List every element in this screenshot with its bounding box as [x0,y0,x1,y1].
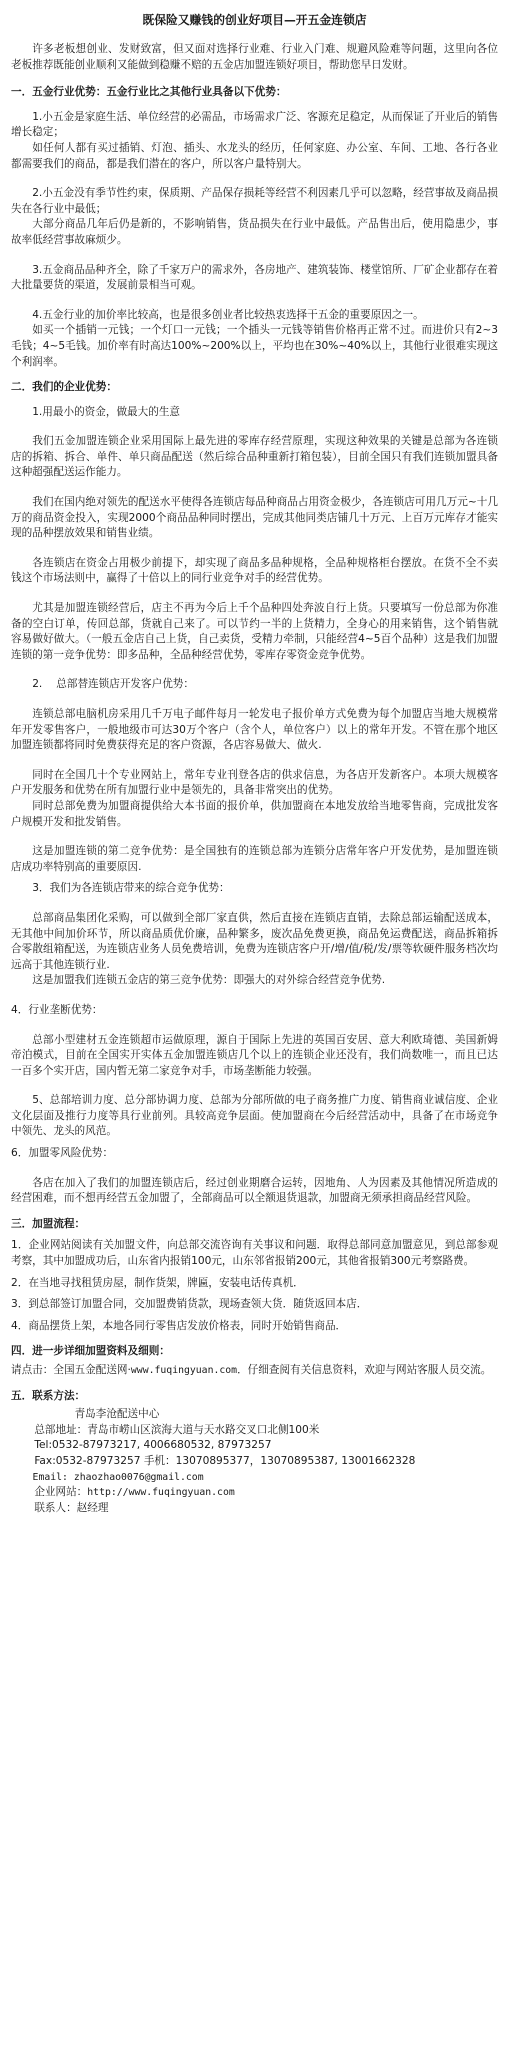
section-1-point-3: 3.五金商品品种齐全，除了千家万户的需求外，各房地产、建筑装饰、楼堂馆所、厂矿企业都存在着大批量要货的渠道，发展前景相当可观。 [11,263,498,292]
section-1-point-2: 2.小五金没有季节性约束，保质期、产品保存损耗等经营不利因素几乎可以忽略，经营事故及商品损失在各行业中最低； [11,187,498,215]
section-2-para-4: 尤其是加盟连锁经营后，店主不再为今后上千个品种四处奔波自行上货。只要填写一份总部为你准备的空白订单，传回总部，货就自己来了。可以节约一半的上货精力，全身心的用来销售，这个销售就容易做好做大。（一般五金店自己上货，自己卖货，受精力牵制，只能经营4~5百个品种）这是我们加盟连锁的第一竞争优势：即多品种，全品种经营优势，零库存零资金竞争优势。 [11,602,498,661]
section-4-text [11,1363,498,1379]
contact-person: 联系人：赵经理 [34,1501,109,1514]
section-3-step-4: 4．商品摆货上架，本地各同行零售店发放价格表，同时开始销售商品． [11,1319,347,1332]
contact-tel: Tel:0532-87973217, 4006680532, 87973257 [34,1439,272,1452]
intro-paragraph: 许多老板想创业、发财致富，但又面对选择行业难、行业入门难、规避风险难等问题，这里向各位老板推荐既能创业顺利又能做到稳赚不赔的五金店加盟连锁好项目，帮助您早日发财。 [11,43,498,71]
section-2-para-9: 总部商品集团化采购，可以做到全部厂家直供，然后直接在连锁店直销，去除总部运输配送成本，无其他中间加价环节，所以商品质优价廉，品种繁多，废次品免费更换，商品免运费配送，商品拆箱拆合零散组箱配送，为连锁店业务人员免费培训，免费为连锁店客户开/增/值/税/发/票等软硬件服务档次均远高于其他连锁行业. [11,911,498,971]
section-3-step-3: 3．到总部签订加盟合同，交加盟费销货款，现场查领大货．随货返回本店． [11,1298,368,1311]
section-2-para-13: 各店在加入了我们的加盟连锁店后，经过创业期磨合运转，因地角、人为因素及其他情况所造成的经营困难，而不想再经营五金加盟了，全部商品可以全额退货退款，加盟商无须承担商品经营风险。 [11,1176,498,1205]
section-2-para-6: 同时在全国几十个专业网站上，常年专业刊登各店的供求信息，为各店开发新客户。本项大规模客户开发服务和优势在所有加盟行业中是领先的，具备非常突出的优势。 [11,768,498,797]
section-1-heading: 一．五金行业优势：五金行业比之其他行业具备以下优势： [11,86,287,99]
document-title: 既保险又赚钱的创业好项目—开五金连锁店 [142,13,367,27]
contact-fax: Fax:0532-87973257 手机：13070895377，13070895387, 13001662328 [34,1454,416,1467]
section-1-point-2-detail: 大部分商品几年后仍是新的，不影响销售，货品损失在行业中最低。产品售出后，使用隐患少，事故率低经营事故麻烦少。 [11,218,498,246]
section-2-para-1: 我们五金加盟连锁企业采用国际上最先进的零库存经营原理，实现这种效果的关键是总部为各连锁店的拆箱、拆合、单件、单只商品配送（然后综合品种重新打箱包装），目前全国只有我们连锁加盟具备这种超强配送运作能力。 [11,435,498,479]
section-2-para-12: 5、总部培训力度、总分部协调力度、总部为分部所做的电子商务推广力度、销售商业诚信度、企业文化层面及推行力度等具行业前列。具较高竞争层面。使加盟商在今后经营活动中，具备了在市场竞争中领先、龙头的风范。 [11,1094,498,1138]
contact-company: 青岛李沧配送中心 [74,1408,160,1421]
section-1-point-4-detail: 如买一个插销一元钱；一个灯口一元钱；一个插头一元钱等销售价格再正常不过。而进价只有2~3毛钱；4~5毛钱。加价率有时高达100%~200%以上，平均也在30%~40%以上，其他行业很难实现这个利润率。 [11,324,498,368]
section-2-para-2: 我们在国内绝对领先的配送水平使得各连锁店每品种商品占用资金极少，各连锁店可用几万元~十几万的商品资金投入，实现2000个商品品种同时摆出，完成其他同类店铺几十万元、上百万元库存才能实现的品种摆放效果和销售业绩。 [11,496,498,540]
section-2-sub-4: 4．行业垄断优势： [11,1003,103,1016]
section-1-point-1: 1.小五金是家庭生活、单位经营的必需品，市场需求广泛、客源充足稳定，从而保证了开业后的销售增长稳定； [11,110,498,139]
section-1-point-1-detail: 如任何人都有买过插销、灯泡、插头、水龙头的经历，任何家庭、办公室、车间、工地、各行各业都需要我们的商品，都是我们潜在的客户，所以客户量特别大。 [11,141,498,170]
section-3-step-1: 1．企业网站阅读有关加盟文件，向总部交流咨询有关事议和问题．取得总部同意加盟意见，到总部参观考察，其中加盟成功后，山东省内报销100元，山东邻省报销200元，其他省报销300元考察路费。 [11,1239,498,1268]
section-4-text-suffix: ．仔细查阅有关信息资料，欢迎与网站客服人员交流。 [237,1364,492,1376]
section-4-heading: 四．进一步详细加盟资料及细则： [11,1345,170,1358]
section-2-para-7: 同时总部免费为加盟商提供给大本书面的报价单，供加盟商在本地发放给当地零售商，完成批发客户规模开发和批发销售。 [11,799,498,828]
section-2-para-8: 这是加盟连锁的第二竞争优势：是全国独有的连锁总部为连锁分店常年客户开发优势，是加盟连锁店成功率特别高的重要原因. [11,845,498,873]
section-3-step-2: 2．在当地寻找租赁房屋，制作货架，牌匾，安装电话传真机． [11,1276,304,1289]
contact-website-label: 企业网站： [34,1486,88,1499]
site-link[interactable]: www.fuqingyuan.com [130,1365,238,1376]
section-2-para-3: 各连锁店在资金占用极少前提下，却实现了商品多品种规格，全品种规格柜台摆放。在货不全不卖钱这个市场法则中，赢得了十倍以上的同行业竞争对手的经营优势。 [11,556,498,585]
section-2-sub-2: 2. 总部替连锁店开发客户优势： [32,678,194,691]
section-2-para-5: 连锁总部电脑机房采用几千万电子邮件每月一轮发电子报价单方式免费为每个加盟店当地大规模常年开发零售客户，一般地级市可达30万个客户（含个人，单位客户）以上的常年开发。不管在那个地区加盟连锁都将同时免费获得充足的客户资源，各店容易做大、做火. [11,708,498,752]
section-2-heading: 二．我们的企业优势： [11,381,117,394]
section-1-point-4: 4.五金行业的加价率比较高，也是很多创业者比较热衷选择干五金的重要原因之一。 [32,308,424,321]
section-3-heading: 三．加盟流程： [11,1217,86,1230]
contact-address: 总部地址：青岛市崂山区滨海大道与天水路交叉口北侧100米 [34,1423,320,1436]
contact-email[interactable]: Email: zhaozhao0076@gmail.com [32,1471,204,1483]
section-2-sub-3: 3．我们为各连锁店带来的综合竞争优势： [32,882,230,895]
section-2-sub-6: 6．加盟零风险优势： [11,1147,114,1160]
section-2-para-11: 总部小型建材五金连锁超市运做原理，源自于国际上先进的英国百安居、意大利欧琦德、美国新姆帝泊模式，目前在全国实开实体五金加盟连锁店几个以上的连锁企业还没有，我们尚数唯一，而且已达一百多个实开店，国内暂无第二家竞争对手，市场垄断能力较强。 [11,1033,498,1077]
contact-website-link[interactable]: http://www.fuqingyuan.com [87,1487,235,1499]
section-2-para-10: 这是加盟我们连锁五金店的第三竞争优势：即强大的对外综合经营竞争优势. [32,974,386,987]
section-4-text-prefix: 请点击：全国五金配送网· [11,1364,131,1376]
section-2-sub-1: 1.用最小的资金，做最大的生意 [32,405,181,418]
contact-website [11,1485,498,1501]
section-5-heading: 五．联系方法： [11,1389,86,1402]
